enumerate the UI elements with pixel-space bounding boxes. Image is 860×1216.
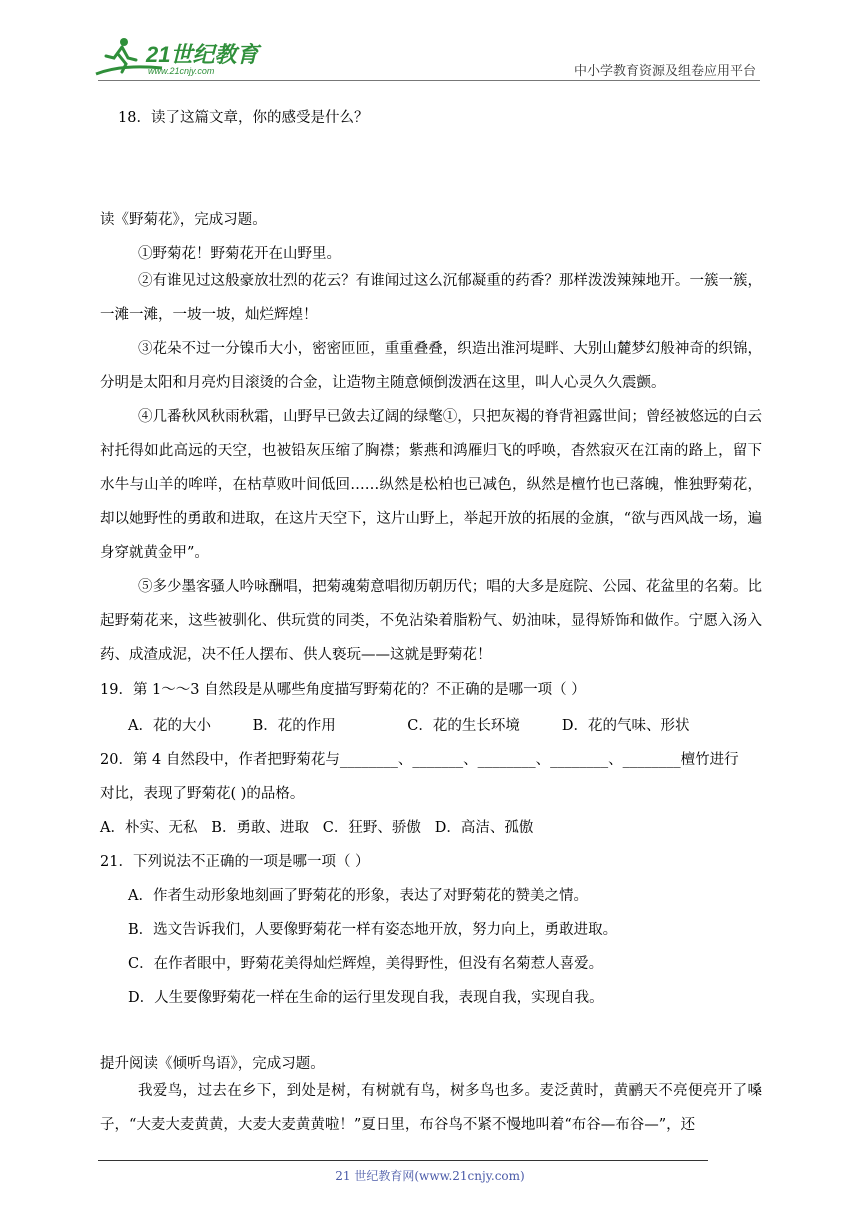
section2-paragraph-1: 我爱鸟，过去在乡下，到处是树，有树就有鸟，树多鸟也多。麦泛黄时，黄鹂天不亮便亮开了嗓子，“大麦大麦黄黄，大麦大麦黄黄啦！”夏日里，布谷鸟不紧不慢地叫着“布谷—布谷—”，还 (100, 1083, 762, 1133)
logo-url: www.21cnjy.com (148, 66, 215, 76)
logo-21cnjy (92, 34, 262, 80)
q21-option-a[interactable]: A．作者生动形象地刻画了野菊花的形象，表达了对野菊花的赞美之情。 (128, 888, 588, 904)
question-19-options (128, 714, 689, 735)
q21-option-d[interactable]: D．人生要像野菊花一样在生命的运行里发现自我，表现自我，实现自我。 (128, 990, 604, 1006)
section1-paragraph-5: ⑤多少墨客骚人吟咏酬唱，把菊魂菊意唱彻历朝历代；唱的大多是庭院、公园、花盆里的名菊。比起野菊花来，这些被驯化、供玩赏的同类，不免沾染着脂粉气、奶油味，显得矫饰和做作。宁愿入汤入药、成渣成泥，决不任人摆布、供人亵玩——这就是野菊花！ (100, 579, 762, 663)
section1-paragraph-3: ③花朵不过一分镍币大小，密密匝匝，重重叠叠，织造出淮河堤畔、大别山麓梦幻般神奇的织锦，分明是太阳和月亮灼目滚烫的合金，让造物主随意倾倒泼洒在这里，叫人心灵久久震颤。 (100, 341, 762, 391)
logo-text: 21世纪教育 (146, 42, 259, 67)
platform-name: 中小学教育资源及组卷应用平台 (573, 64, 756, 79)
header-divider (98, 80, 760, 81)
footer-site[interactable]: 21 世纪教育网(www.21cnjy.com) (335, 1169, 525, 1183)
footer-divider (98, 1160, 708, 1161)
q21-option-b[interactable]: B．选文告诉我们，人要像野菊花一样有姿态地开放，努力向上，勇敢进取。 (128, 922, 618, 938)
page-header (0, 0, 860, 90)
question-21-stem: 21．下列说法不正确的一项是哪一项（ ） (100, 854, 370, 870)
q21-option-c[interactable]: C．在作者眼中，野菊花美得灿烂辉煌，美得野性，但没有名菊惹人喜爱。 (128, 956, 604, 972)
section1-paragraph-4: ④几番秋风秋雨秋霜，山野早已敛去辽阔的绿氅①，只把灰褐的脊背袒露世间；曾经被悠远的白云衬托得如此高远的天空，也被铅灰压缩了胸襟；紫燕和鸿雁归飞的呼唤，杳然寂灭在江南的路上，留下水牛与山羊的哞咩，在枯草败叶间低回……纵然是松柏也已减色，纵然是檀竹也已落魄，惟独野菊花，却以她野性的勇敢和进取，在这片天空下，这片山野上，举起开放的拓展的金旗，“欲与西风战一场，遍身穿就黄金甲”。 (100, 409, 762, 561)
section1-paragraph-1: ①野菊花！野菊花开在山野里。 (138, 246, 341, 262)
q19-option-c[interactable]: C．花的生长环境 (407, 718, 520, 734)
question-18: 18．读了这篇文章，你的感受是什么？ (118, 110, 369, 126)
q19-option-d[interactable]: D．花的气味、形状 (561, 718, 690, 734)
question-20-line-1: 20．第 4 自然段中，作者把野菊花与________、_______、________、________、________檀竹进行 (100, 752, 739, 768)
q19-option-b[interactable]: B．花的作用 (252, 718, 336, 734)
question-19-stem: 19．第 1～～3 自然段是从哪些角度描写野菊花的？不正确的是哪一项（ ） (100, 682, 586, 698)
question-20-line-2: 对比，表现了野菊花( )的品格。 (100, 786, 305, 802)
q19-option-a[interactable]: A．花的大小 (128, 718, 211, 734)
section2-intro: 提升阅读《倾听鸟语》，完成习题。 (100, 1056, 325, 1072)
section1-intro: 读《野菊花》，完成习题。 (100, 212, 267, 228)
section1-paragraph-2: ②有谁见过这般豪放壮烈的花云？有谁闻过这么沉郁凝重的药香？那样泼泼辣辣地开。一簇一簇，一滩一滩，一坡一坡，灿烂辉煌！ (100, 273, 762, 323)
question-20-options[interactable]: A．朴实、无私 B．勇敢、进取 C．狂野、骄傲 D．高洁、孤傲 (100, 820, 534, 836)
